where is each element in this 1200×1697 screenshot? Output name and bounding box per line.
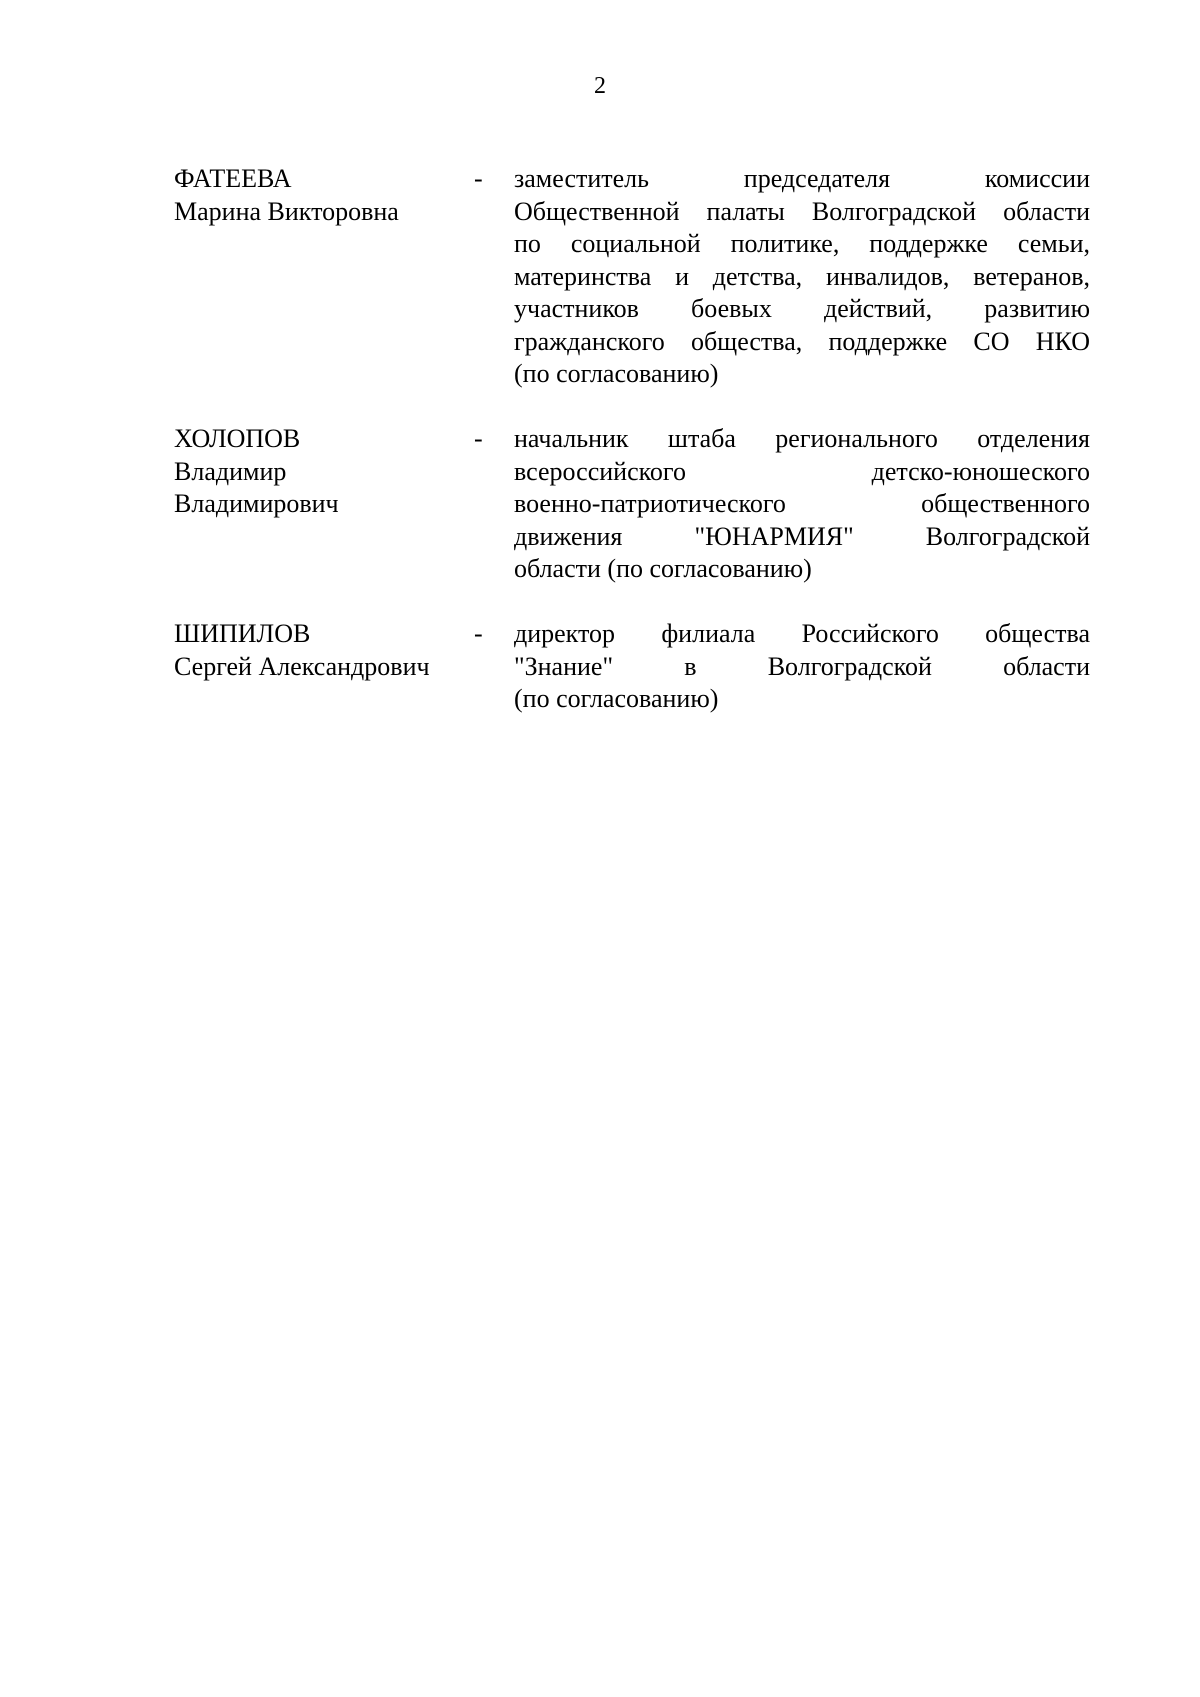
position-line: области (по согласованию): [514, 554, 812, 583]
member-entry: [174, 163, 1090, 393]
position-line: Общественной палаты Волгоградской области: [514, 196, 1090, 226]
member-surname: ФАТЕЕВА: [174, 164, 292, 193]
member-surname: ХОЛОПОВ: [174, 424, 301, 453]
position-line: всероссийского детско-юношеского: [514, 456, 1090, 486]
position-line: военно-патриотического общественного: [514, 489, 1090, 518]
member-name: [174, 163, 474, 228]
member-position: [514, 618, 1090, 716]
member-entry: [174, 423, 1090, 588]
position-line: "Знание" в Волгоградской области: [514, 651, 1090, 681]
position-line: начальник штаба регионального отделения: [514, 424, 1090, 453]
member-entry: [174, 618, 1090, 718]
member-given-names: Марина Викторовна: [174, 196, 399, 226]
page-number: 2: [594, 73, 606, 99]
position-line: участников боевых действий, развитию: [514, 294, 1090, 323]
member-given-names: Сергей Александрович: [174, 651, 430, 681]
member-surname: ШИПИЛОВ: [174, 619, 311, 648]
position-line: заместитель председателя комиссии: [514, 164, 1090, 193]
entry-dash: -: [474, 619, 483, 648]
member-given-names: Владимир: [174, 456, 287, 486]
position-line: (по согласованию): [514, 359, 719, 388]
position-line: материнства и детства, инвалидов, ветеранов,: [514, 261, 1090, 291]
position-line: директор филиала Российского общества: [514, 619, 1090, 648]
position-line: (по согласованию): [514, 684, 719, 713]
position-line: по социальной политике, поддержке семьи,: [514, 229, 1090, 258]
member-position: [514, 163, 1090, 391]
member-name: [174, 618, 474, 683]
position-line: движения "ЮНАРМИЯ" Волгоградской: [514, 521, 1090, 551]
entry-dash: -: [474, 424, 483, 453]
member-position: [514, 423, 1090, 586]
position-line: гражданского общества, поддержке СО НКО: [514, 326, 1090, 356]
member-name: [174, 423, 474, 521]
entry-dash: -: [474, 164, 483, 193]
member-patronymic: Владимирович: [174, 489, 339, 518]
